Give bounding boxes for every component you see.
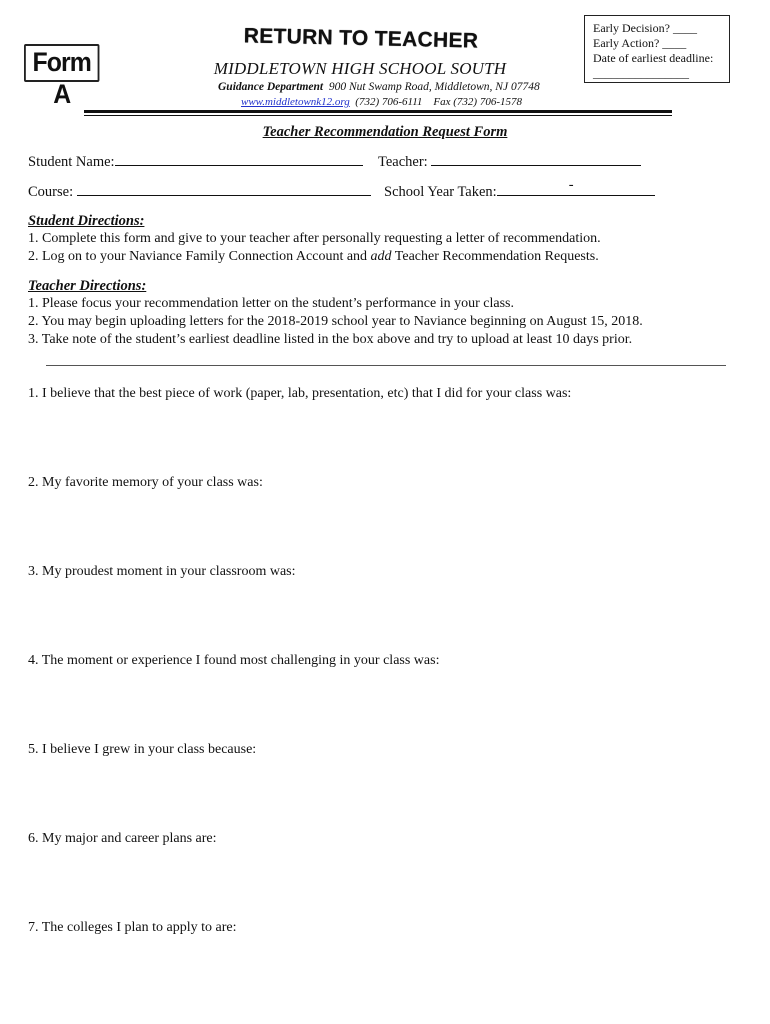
school-year-row (384, 177, 655, 201)
student-directions-heading: Student Directions: (28, 213, 145, 229)
deadline-box (584, 15, 730, 83)
course-row (28, 183, 371, 201)
teacher-label: Teacher: (378, 154, 428, 170)
student-name-row (28, 153, 363, 171)
teacher-directions-heading: Teacher Directions: (28, 278, 147, 294)
question-2: 2. My favorite memory of your class was: (28, 475, 263, 490)
fax-number: Fax (732) 706-1578 (433, 96, 522, 108)
header-rule-thick (84, 110, 672, 113)
teacher-direction-1: 1. Please focus your recommendation letter on the student’s performance in your class. (28, 296, 514, 311)
school-year-separator: - (568, 177, 574, 193)
earliest-deadline-field[interactable]: ________________ (593, 66, 689, 80)
question-3: 3. My proudest moment in your classroom was: (28, 564, 296, 579)
early-action-field[interactable]: Early Action? ____ (593, 36, 687, 50)
form-label: Form A (24, 44, 99, 82)
return-to-teacher-title: RETURN TO TEACHER (243, 24, 479, 53)
course-label: Course: (28, 184, 74, 200)
school-year-field[interactable] (497, 177, 655, 196)
teacher-field[interactable] (431, 153, 641, 166)
student-direction-2 (28, 249, 599, 265)
question-4: 4. The moment or experience I found most challenging in your class was: (28, 653, 440, 668)
student-direction-2-tail: Teacher Recommendation Requests. (391, 249, 599, 264)
website-link[interactable]: www.middletownk12.org (241, 96, 350, 108)
student-name-field[interactable] (115, 153, 363, 166)
student-direction-1: 1. Complete this form and give to your teacher after personally requesting a letter of recommendation. (28, 231, 601, 246)
student-name-label: Student Name: (28, 154, 115, 170)
contact-line (241, 96, 522, 108)
header-rule-thin (84, 115, 672, 116)
question-1: 1. I believe that the best piece of work (paper, lab, presentation, etc) that I did for your class was: (28, 386, 572, 401)
question-7: 7. The colleges I plan to apply to are: (28, 920, 237, 935)
section-divider (46, 365, 726, 366)
early-decision-field[interactable]: Early Decision? ____ (593, 21, 697, 35)
school-year-label: School Year Taken: (384, 184, 497, 200)
form-title: Teacher Recommendation Request Form (262, 124, 508, 140)
teacher-row (378, 153, 641, 171)
student-direction-2-text: 2. Log on to your Naviance Family Connection Account and (28, 249, 371, 264)
school-name: MIDDLETOWN HIGH SCHOOL SOUTH (213, 59, 507, 78)
guidance-department-line (218, 81, 540, 93)
department-name: Guidance Department (218, 81, 324, 93)
school-address: 900 Nut Swamp Road, Middletown, NJ 07748 (328, 81, 540, 93)
course-field[interactable] (77, 183, 371, 196)
earliest-deadline-label: Date of earliest deadline: (593, 51, 714, 65)
teacher-direction-2: 2. You may begin uploading letters for the 2018-2019 school year to Naviance beginning on August 15, 2018. (28, 314, 643, 329)
student-direction-2-emphasis: add (370, 249, 392, 264)
question-6: 6. My major and career plans are: (28, 831, 217, 846)
teacher-direction-3: 3. Take note of the student’s earliest deadline listed in the box above and try to upload at least 10 days prior. (28, 332, 633, 347)
phone-number: (732) 706-6111 (355, 96, 423, 108)
question-5: 5. I believe I grew in your class because: (28, 742, 257, 757)
